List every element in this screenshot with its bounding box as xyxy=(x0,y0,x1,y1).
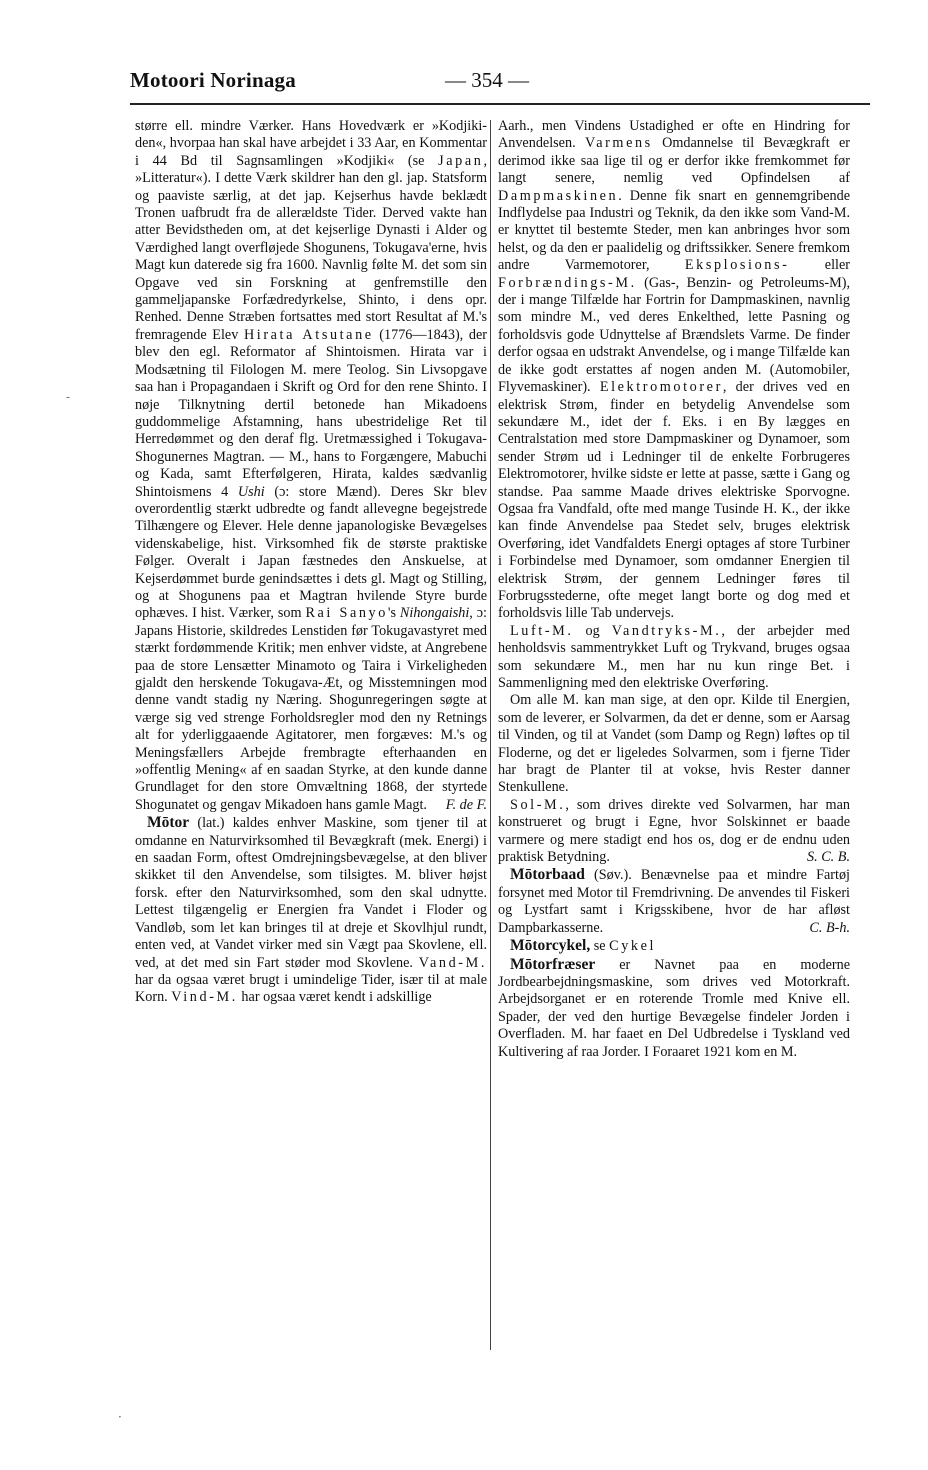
column-divider xyxy=(490,120,491,1350)
entry-motor: Mōtor (lat.) kaldes enhver Maskine, som tjener til at omdanne en Naturvirksomhed til Bevægkraft (mek. Energi) i en saadan Form, oftest Omdrejningsbevægelse, at den bliver skikket til den Anvendelse, som tilsigtes. M. bliver højst forsk. efter den Naturvirksomhed, som den skal udnytte. Lettest tilgængelig er Energien fra Vandet i Floder og Vandløb, som let kan bringes til at dreje et Skovlhjul rundt, enten ved, at Vandet virker med sin Vægt paa Skovlene, ell. ved, at det med sin Fart støder mod Skovlene. Vand-M. har da ogsaa været brugt i umindelige Tider, især til at male Korn. Vind-M. har ogsaa været kendt i adskillige xyxy=(135,814,487,1006)
paragraph-sol: Sol-M., som drives direkte ved Solvarmen, har man konstrueret og brugt i Egne, hvor Solskinnet er baade varmere og mere stadigt end hos os, dog er de endnu uden praktisk Betydning. S. C. B. xyxy=(498,796,850,866)
page-number: — 354 — xyxy=(445,68,529,92)
paragraph-solvarmen: Om alle M. kan man sige, at den opr. Kilde til Energien, som de leverer, er Solvarmen, da det er denne, som er Aarsag til Vinden, og til at Vandet (som Damp og Regn) løftes op til Floderne, og det er ligeledes Solvarmen, som i fjerne Tider har bragt de Planter til at vokse, hvis Rester danner Stenkullene. xyxy=(498,692,850,796)
header-rule xyxy=(130,103,870,105)
paragraph-motoori-continued: større ell. mindre Værker. Hans Hovedværk er »Kodjiki-den«, hvorpaa han skal have arbejdet i 33 Aar, en Kommentar i 44 Bd til Sagnsamlingen »Kodjiki« (se Japan, »Litteratur«). I dette Værk skildrer han den gl. jap. Statsform og paaviste særlig, at det jap. Kejserhus havde beklædt Tronen uafbrudt fra de allerældste Tider. Derved vakte han atter Bevidstheden om, at det kejserlige Dynasti i Alder og Værdighed langt overfløjede Shogunens, Tokugava'erne, hvis Magt kun daterede sig fra 1600. Navnlig følte M. det som sin Opgave ved sin Forskning at genfremstille den gammeljapanske Forfædredyrkelse, Shinto, i dens opr. Renhed. Denne Stræben fortsattes med stort Resultat af M.'s fremragende Elev Hirata Atsutane (1776—1843), der blev den egl. Reformator af Shintoismen. Hirata var i Modsætning til Filologen M. mere Teolog. Sin Livsopgave saa han i Propagandaen i Skrift og Ord for den rene Shinto. I nøje Tilknytning dertil betonede han Mikadoens guddommelige Afstamning, hans ubestridelige Ret til Herredømmet og den deraf flg. Uretmæssighed i Tokugava-Shogunernes Magtran. — M., hans to Forgængere, Mabuchi og Kada, samt Efterfølgeren, Hirata, kaldes sædvanlig Shintoismens 4 Ushi (ɔ: store Mænd). Deres Skr blev overordentlig stærkt udbredte og fandt allevegne begejstrede Tilhængere og Elever. Hele denne japanologiske Bevægelses videnskabelige, hist. Virksomhed fik de største praktiske Følger. Overalt i Japan fæstnedes den Anskuelse, at Kejserdømmet burde genindsættes i dets gl. Magt og Stilling, og at Shogunens paa et Magtran hvilende Styre burde ophæves. I hist. Værker, som Rai Sanyo's Nihongaishi, ɔ: Japans Historie, skildredes Lenstiden før Tokugavastyret med stærkt fordømmende Kritik; men enhver vidste, at Angrebene paa de store Lensætter Minamoto og Taira i Virkeligheden gjaldt den herskende Tokugava-Æt, og Misstemningen mod denne vandt stadig ny Næring. Shogunregeringen søgte at værge sig ved strenge Forholdsregler mod den ny Retnings alt for yderliggaaende Agitatorer, men forgæves: M.'s og Meningsfællers Arbejde frembragte efterhaanden en »offentlig Mening« af en saadan Styrke, at den kunde danne Grundlaget for den store Omvæltning 1868, der styrtede Shogunatet og gengav Mikadoen hans gamle Magt. F. de F. xyxy=(135,118,487,813)
left-column xyxy=(135,118,487,1007)
headword: Mōtorbaad xyxy=(510,866,585,884)
running-header xyxy=(130,68,870,100)
header-title: Motoori Norinaga xyxy=(130,68,296,92)
right-column xyxy=(498,118,850,1061)
headword: Mōtorfræser xyxy=(510,955,596,973)
margin-dash: - xyxy=(66,390,71,404)
entry-motorfraeser: Mōtorfræser er Navnet paa en moderne Jordbearbejdningsmaskine, som drives ved Motorkraft. Arbejdsorganet er en roterende Tromle med Knive ell. Spader, der ved den hurtige Bevægelse findeler Jorden i Overfladen. M. har faaet en Del Udbredelse i Tyskland ved Kultivering af raa Jorder. I Foraaret 1921 kom en M. xyxy=(498,955,850,1060)
paragraph-motor-continued: Aarh., men Vindens Ustadighed er ofte en Hindring for Anvendelsen. Varmens Omdannelse til Bevægkraft er derimod ikke saa lige til og er derfor ikke fremkommet før langt senere, nemlig ved Opfindelsen af Dampmaskinen. Denne fik snart en gennemgribende Indflydelse paa Industri og Teknik, da den ikke som Vand-M. er knyttet til bestemte Steder, men kan anbringes hvor som helst, og da den er paalidelig og driftssikker. Senere fremkom andre Varmemotorer, Eksplosions- eller Forbrændings-M. (Gas-, Benzin- og Petroleums-M), der i mange Tilfælde har Fortrin for Dampmaskinen, navnlig som mindre M., ved deres Enkelthed, lette Pasning og forholdsvis gode Udnyttelse af Brændslets Varme. De finder derfor ogsaa en udstrakt Anvendelse, og i mange Tilfælde kan de ikke godt erstattes af nogen anden M. (Automobiler, Flyvemaskiner). Elektromotorer, der drives ved en elektrisk Strøm, finder en betydelig Anvendelse som sekundære M., idet der f. Eks. i en By lægges en Centralstation med store Dampmaskiner og Dynamoer, som sender Strøm ud i Ledninger til de enkelte Forbrugeres Elektromotorer, hvilke sidste er lette at passe, sætte i Gang og standse. Paa samme Maade drives elektriske Sporvogne. Ogsaa fra Vandfald, ofte med mange Tusinde H. K., der ikke kan finde Anvendelse paa Stedet selv, bruges elektrisk Overføring, idet Vandfaldets Energi optages af store Turbiner i Forbindelse med Dynamoer, som omdanner Energien til elektrisk Strøm, der gennem Ledninger føres til Forbrugsstederne, ofte meget langt borte og dog med et forholdsvis lille Tab undervejs. xyxy=(498,118,851,622)
headword: Mōtor xyxy=(147,814,190,832)
headword: Mōtorcykel, xyxy=(510,937,591,955)
entry-motorbaad: Mōtorbaad (Søv.). Benævnelse paa et mindre Fartøj forsynet med Motor til Fremdrivning. De anvendes til Fiskeri og Lystfart samt i Krigsskibene, hvor de har afløst Dampbarkasserne. C. B-h. xyxy=(498,866,850,936)
signature: S. C. B. xyxy=(807,849,850,866)
signature: F. de F. xyxy=(445,796,487,813)
signature: C. B-h. xyxy=(809,919,850,936)
margin-dot: · xyxy=(118,1410,122,1424)
entry-motorcykel: Mōtorcykel, se Cykel xyxy=(510,937,657,955)
paragraph-luft: Luft-M. og Vandtryks-M., der arbejder med henholdsvis sammentrykket Luft og Trykvand, bruges ogsaa som sekundære M., men har nu kun ringe Bet. i Sammenligning med den elektriske Overføring. xyxy=(498,622,850,691)
